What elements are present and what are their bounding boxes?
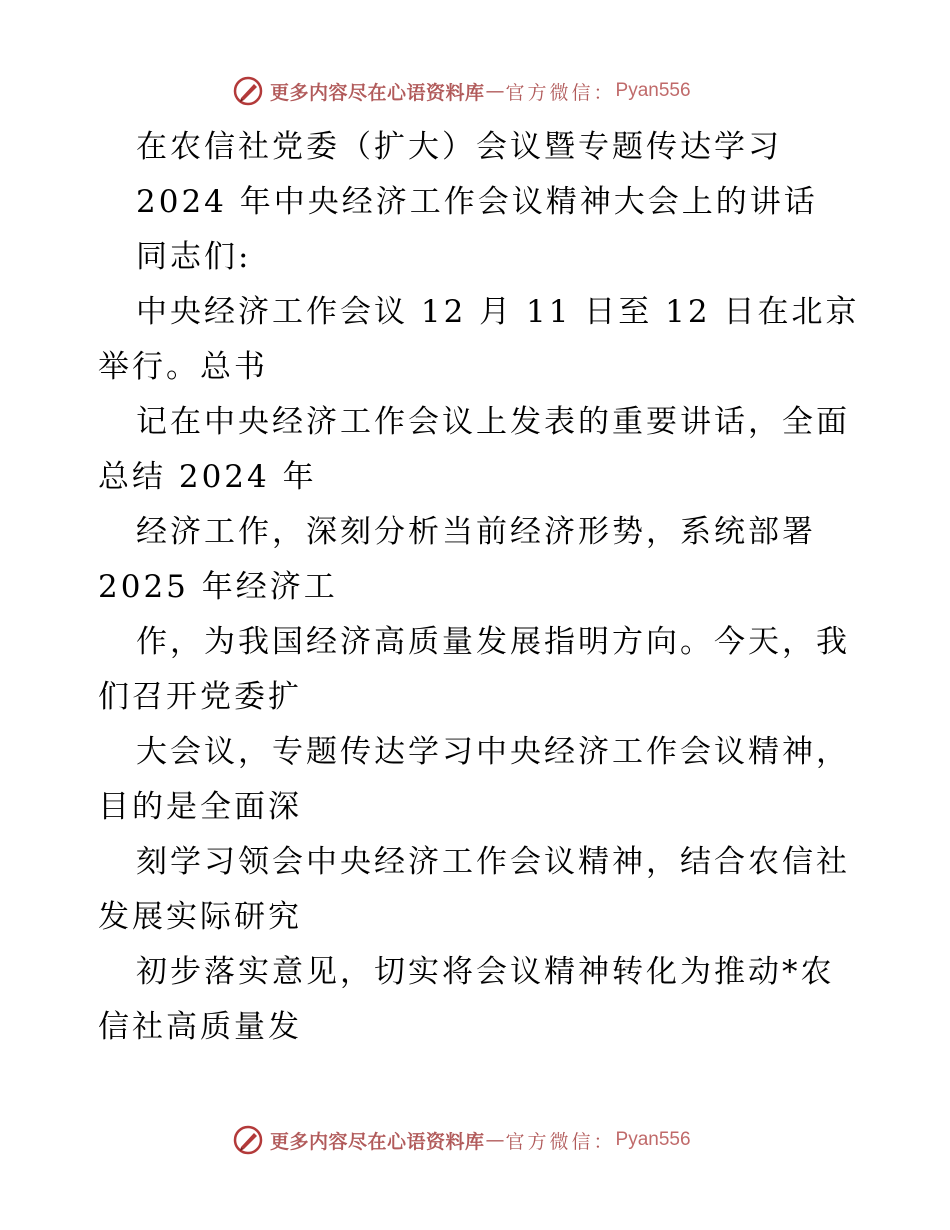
banner-slogan: 更多内容尽在心语资料库 bbox=[270, 1130, 485, 1153]
pen-logo-icon bbox=[232, 1124, 264, 1156]
text-line: 经济工作，深刻分析当前经济形势，系统部署 bbox=[136, 514, 816, 550]
text-line: 们召开党委扩 bbox=[98, 679, 302, 715]
header-banner bbox=[232, 73, 691, 109]
banner-wechat-id: Pyan556 bbox=[615, 80, 691, 101]
text-line: 作，为我国经济高质量发展指明方向。今天，我 bbox=[136, 624, 850, 660]
banner-wechat-id: Pyan556 bbox=[615, 1129, 691, 1150]
text-line: 同志们: bbox=[136, 239, 252, 275]
text-line: 中央经济工作会议 12 月 11 日至 12 日在北京 bbox=[136, 294, 860, 330]
banner-separator: — bbox=[485, 80, 505, 102]
text-line: 刻学习领会中央经济工作会议精神，结合农信社 bbox=[136, 844, 850, 880]
text-line: 初步落实意见，切实将会议精神转化为推动*农 bbox=[136, 954, 835, 990]
banner-separator: — bbox=[485, 1129, 505, 1151]
text-line: 目的是全面深 bbox=[98, 789, 302, 825]
text-line: 记在中央经济工作会议上发表的重要讲话，全面 bbox=[136, 404, 850, 440]
text-line: 在农信社党委（扩大）会议暨专题传达学习 bbox=[136, 129, 782, 165]
text-line: 总结 2024 年 bbox=[98, 459, 317, 495]
text-line: 2024 年中央经济工作会议精神大会上的讲话 bbox=[136, 184, 818, 220]
text-line: 发展实际研究 bbox=[98, 899, 302, 935]
footer-banner bbox=[232, 1122, 691, 1158]
banner-wechat-label: 官方微信： bbox=[505, 81, 616, 104]
banner-slogan: 更多内容尽在心语资料库 bbox=[270, 81, 485, 104]
text-line: 举行。总书 bbox=[98, 349, 268, 385]
text-line: 2025 年经济工 bbox=[98, 569, 338, 605]
text-line: 大会议，专题传达学习中央经济工作会议精神， bbox=[136, 734, 850, 770]
banner-wechat-label: 官方微信： bbox=[505, 1130, 616, 1153]
pen-logo-icon bbox=[232, 75, 264, 107]
document-body bbox=[98, 120, 858, 1055]
text-line: 信社高质量发 bbox=[98, 1009, 302, 1045]
